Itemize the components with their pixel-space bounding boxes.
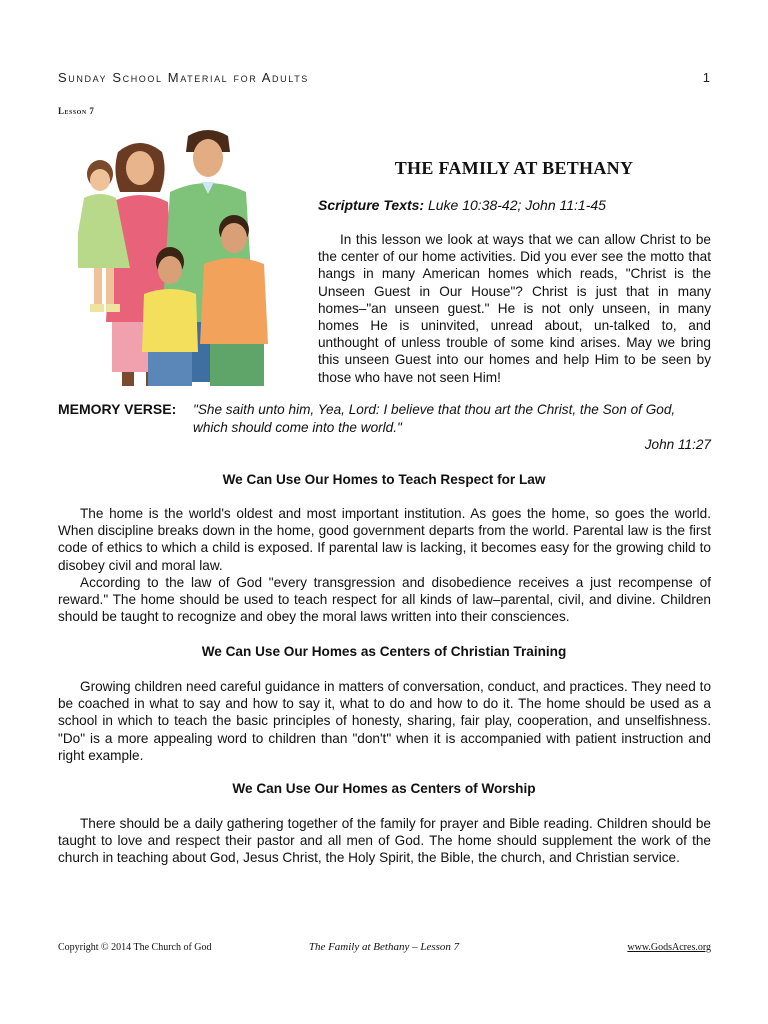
body-paragraph: The home is the world's oldest and most important institution. As goes the home, so goes the world. When discipline breaks down in the home, good government departs from the world. Parental law is the first code of ethics to which a child is exposed. If parental law is lacking, it becomes easy for the growing child to disobey civil and moral law. — [58, 506, 711, 573]
intro-paragraph: In this lesson we look at ways that we can allow Christ to be the center of our home activities. Did you ever see the motto that hangs in many American homes which reads, "Christ is the Unseen Guest in Our House"? Christ is just that in many homes–"an unseen guest." He is not only unseen, in many homes He is uninvited, unread about, un-talked to, and unthought of unless trouble of some kind arises. May we bring this unseen Guest into our homes and help Him to be seen by those who have not seen Him! — [318, 232, 711, 385]
section-heading: We Can Use Our Homes to Teach Respect for Law — [222, 472, 546, 487]
lesson-number: Lesson 7 — [58, 106, 95, 116]
body-paragraph: According to the law of God "every transgression and disobedience receives a just recompense of reward." The home should be used to teach respect for all kinds of law–parental, civil, and divine. Children should be taught to recognize and obey the moral laws written into their consciences. — [58, 574, 711, 625]
body-paragraph: Growing children need careful guidance in matters of conversation, conduct, and practices. They need to be coached in what to say and how to say it, what to do and how to do it. The home should be used as a school in which to teach the basic principles of honesty, sharing, fair play, cooperation, and unselfishness. "Do" is a more appealing word to children than "don't" when it is accompanied with patient instruction and right example. — [58, 679, 711, 763]
section-heading: We Can Use Our Homes as Centers of Christian Training — [201, 644, 567, 659]
memory-verse-text: "She saith unto him, Yea, Lord: I believe that thou art the Christ, the Son of God, which should come into the world." — [193, 402, 676, 435]
family-illustration-icon — [78, 122, 272, 388]
footer-copyright: Copyright © 2014 The Church of God — [58, 942, 212, 953]
document-header-title: Sunday School Material for Adults — [58, 70, 309, 85]
section-heading: We Can Use Our Homes as Centers of Worship — [232, 781, 536, 796]
section-body — [58, 678, 711, 764]
memory-verse-reference: John 11:27 — [644, 437, 711, 452]
footer-website-link[interactable]: www.GodsAcres.org — [627, 942, 711, 953]
scripture-references: Luke 10:38-42; John 11:1-45 — [427, 197, 606, 213]
section-body — [58, 505, 711, 625]
memory-verse-label: MEMORY VERSE: — [58, 401, 177, 417]
scripture-texts — [318, 197, 606, 213]
scripture-label: Scripture Texts: — [318, 197, 425, 213]
footer-lesson-title: The Family at Bethany – Lesson 7 — [308, 941, 460, 953]
page-number: 1 — [702, 70, 710, 85]
body-paragraph: There should be a daily gathering together of the family for prayer and Bible reading. Children should be taught to love and respect their pastor and all men of God. The home should supplement the work of the church in teaching about God, Jesus Christ, the Holy Spirit, the Bible, the church, and Christian service. — [58, 816, 711, 866]
section-body — [58, 815, 711, 867]
lesson-title: THE FAMILY AT BETHANY — [394, 158, 634, 178]
